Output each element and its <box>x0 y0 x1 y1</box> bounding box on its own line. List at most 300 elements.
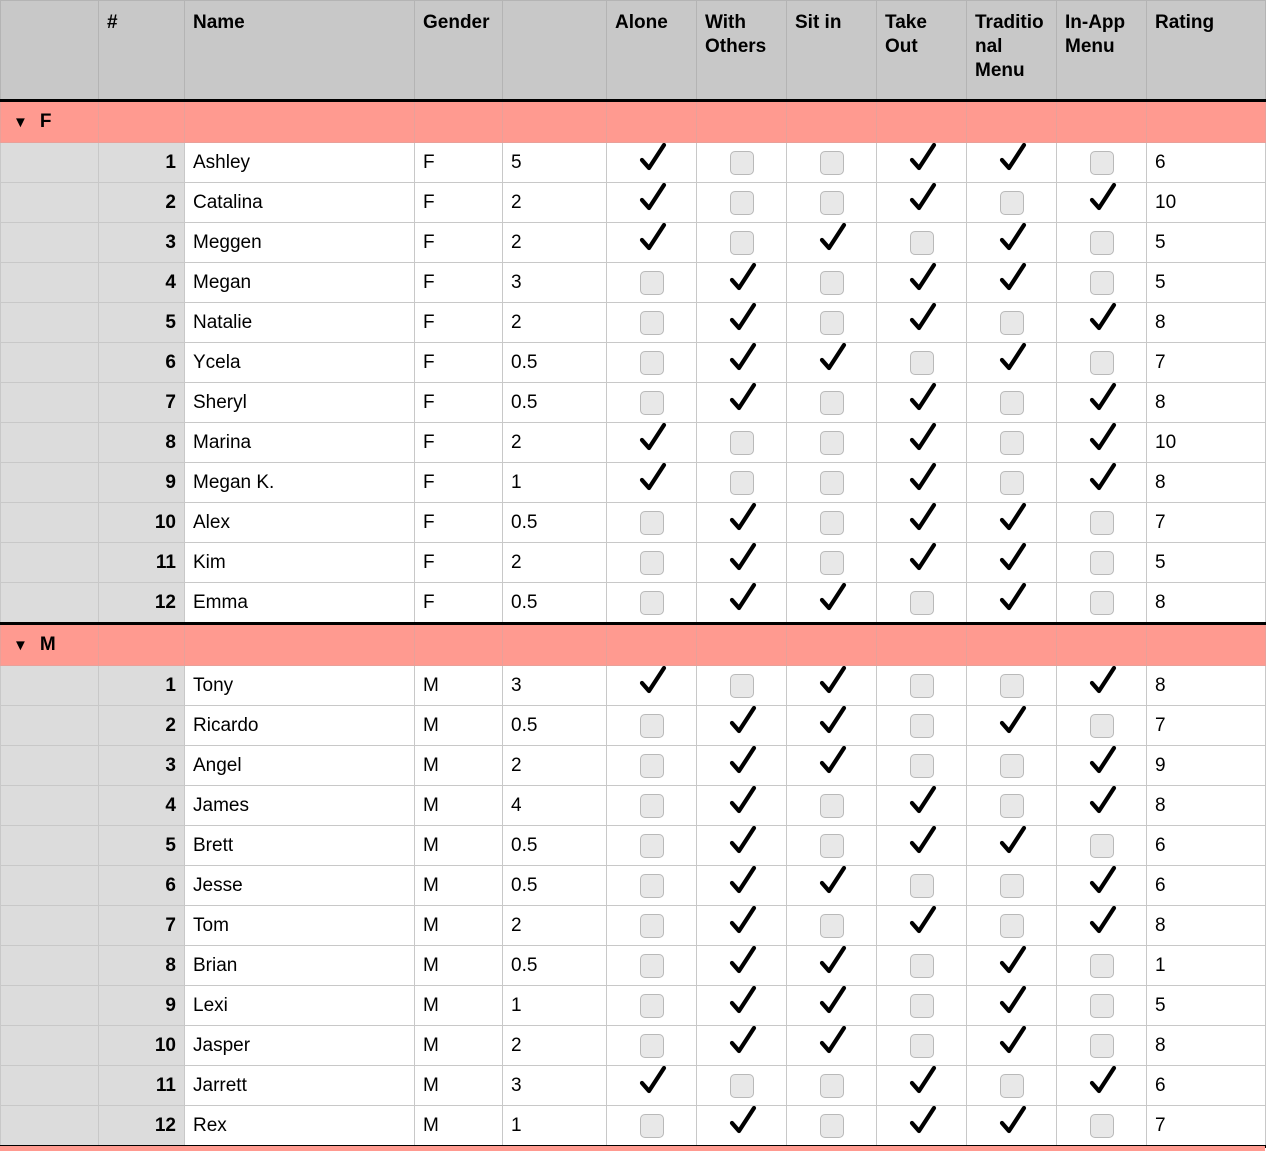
checkmark-icon[interactable] <box>730 351 754 375</box>
group-empty-cell[interactable] <box>787 624 877 666</box>
checkmark-icon[interactable] <box>1090 874 1114 898</box>
group-empty-cell[interactable] <box>1057 624 1147 666</box>
empty-checkbox-icon[interactable] <box>910 1034 934 1058</box>
checkmark-icon[interactable] <box>910 391 934 415</box>
rating-cell[interactable]: 6 <box>1147 826 1266 866</box>
empty-checkbox-icon[interactable] <box>1090 351 1114 375</box>
x-per-week-cell[interactable]: 1 <box>503 463 607 503</box>
checkmark-icon[interactable] <box>820 231 844 255</box>
group-empty-cell[interactable] <box>877 101 967 143</box>
row-number-cell[interactable]: 10 <box>99 1026 185 1066</box>
name-cell[interactable]: Lexi <box>185 986 415 1026</box>
empty-checkbox-icon[interactable] <box>910 674 934 698</box>
name-cell[interactable]: James <box>185 786 415 826</box>
row-header-cell[interactable] <box>1 583 99 624</box>
checkmark-icon[interactable] <box>640 471 664 495</box>
checkmark-icon[interactable] <box>730 914 754 938</box>
empty-checkbox-icon[interactable] <box>640 794 664 818</box>
empty-checkbox-icon[interactable] <box>820 1074 844 1098</box>
row-number-cell[interactable]: 6 <box>99 866 185 906</box>
empty-checkbox-icon[interactable] <box>820 551 844 575</box>
empty-checkbox-icon[interactable] <box>1090 151 1114 175</box>
empty-checkbox-icon[interactable] <box>820 1114 844 1138</box>
row-number-cell[interactable]: 2 <box>99 183 185 223</box>
empty-checkbox-icon[interactable] <box>640 511 664 535</box>
empty-checkbox-icon[interactable] <box>640 754 664 778</box>
checkmark-icon[interactable] <box>730 1114 754 1138</box>
checkmark-icon[interactable] <box>1090 1074 1114 1098</box>
group-empty-cell[interactable] <box>697 101 787 143</box>
empty-checkbox-icon[interactable] <box>1000 874 1024 898</box>
rating-cell[interactable]: 8 <box>1147 786 1266 826</box>
checkmark-icon[interactable] <box>1000 231 1024 255</box>
empty-checkbox-icon[interactable] <box>1000 794 1024 818</box>
empty-checkbox-icon[interactable] <box>820 834 844 858</box>
group-header-cell[interactable] <box>1 624 99 666</box>
empty-checkbox-icon[interactable] <box>1090 954 1114 978</box>
x-per-week-cell[interactable]: 0.5 <box>503 826 607 866</box>
checkmark-icon[interactable] <box>1000 271 1024 295</box>
row-number-cell[interactable]: 12 <box>99 1106 185 1147</box>
gender-cell[interactable]: M <box>415 906 503 946</box>
checkmark-icon[interactable] <box>1090 431 1114 455</box>
rating-cell[interactable]: 6 <box>1147 866 1266 906</box>
name-cell[interactable]: Ashley <box>185 143 415 183</box>
checkmark-icon[interactable] <box>1090 391 1114 415</box>
name-cell[interactable]: Marina <box>185 423 415 463</box>
checkmark-icon[interactable] <box>730 954 754 978</box>
x-per-week-cell[interactable]: 5 <box>503 143 607 183</box>
row-header-cell[interactable] <box>1 786 99 826</box>
row-header-cell[interactable] <box>1 986 99 1026</box>
x-per-week-cell[interactable]: 4 <box>503 786 607 826</box>
empty-checkbox-icon[interactable] <box>640 714 664 738</box>
empty-checkbox-icon[interactable] <box>1000 191 1024 215</box>
gender-cell[interactable]: F <box>415 503 503 543</box>
checkmark-icon[interactable] <box>1090 674 1114 698</box>
row-header-cell[interactable] <box>1 946 99 986</box>
group-empty-cell[interactable] <box>967 101 1057 143</box>
x-per-week-cell[interactable]: 0.5 <box>503 343 607 383</box>
column-header-sit-in[interactable]: Sit in <box>787 1 877 101</box>
checkmark-icon[interactable] <box>1090 471 1114 495</box>
row-header-cell[interactable] <box>1 223 99 263</box>
group-empty-cell[interactable] <box>99 624 185 666</box>
group-empty-cell[interactable] <box>503 101 607 143</box>
column-header-with-others[interactable]: With Others <box>697 1 787 101</box>
x-per-week-cell[interactable]: 3 <box>503 1066 607 1106</box>
checkmark-icon[interactable] <box>1000 954 1024 978</box>
checkmark-icon[interactable] <box>730 271 754 295</box>
row-header-cell[interactable] <box>1 343 99 383</box>
row-number-cell[interactable]: 3 <box>99 223 185 263</box>
group-header-cell[interactable] <box>1 101 99 143</box>
rating-cell[interactable]: 5 <box>1147 543 1266 583</box>
rating-cell[interactable]: 8 <box>1147 303 1266 343</box>
rating-cell[interactable]: 7 <box>1147 706 1266 746</box>
rating-cell[interactable]: 1 <box>1147 946 1266 986</box>
group-empty-cell[interactable] <box>185 101 415 143</box>
name-cell[interactable]: Kim <box>185 543 415 583</box>
column-header-traditional-menu[interactable]: Traditio nal Menu <box>967 1 1057 101</box>
row-header-cell[interactable] <box>1 1026 99 1066</box>
checkmark-icon[interactable] <box>910 471 934 495</box>
name-cell[interactable]: Natalie <box>185 303 415 343</box>
checkmark-icon[interactable] <box>730 551 754 575</box>
gender-cell[interactable]: M <box>415 786 503 826</box>
empty-checkbox-icon[interactable] <box>820 471 844 495</box>
checkmark-icon[interactable] <box>820 954 844 978</box>
name-cell[interactable]: Tony <box>185 666 415 706</box>
row-number-cell[interactable]: 7 <box>99 906 185 946</box>
rating-cell[interactable]: 7 <box>1147 343 1266 383</box>
empty-checkbox-icon[interactable] <box>910 954 934 978</box>
empty-checkbox-icon[interactable] <box>1090 271 1114 295</box>
rating-cell[interactable]: 5 <box>1147 263 1266 303</box>
empty-checkbox-icon[interactable] <box>820 311 844 335</box>
gender-cell[interactable]: F <box>415 263 503 303</box>
x-per-week-cell[interactable]: 2 <box>503 906 607 946</box>
gender-cell[interactable]: M <box>415 826 503 866</box>
empty-checkbox-icon[interactable] <box>1000 914 1024 938</box>
checkmark-icon[interactable] <box>1000 714 1024 738</box>
name-cell[interactable]: Megan <box>185 263 415 303</box>
checkmark-icon[interactable] <box>1000 551 1024 575</box>
checkmark-icon[interactable] <box>730 591 754 615</box>
gender-cell[interactable]: M <box>415 666 503 706</box>
column-header-take-out[interactable]: Take Out <box>877 1 967 101</box>
name-cell[interactable]: Jarrett <box>185 1066 415 1106</box>
empty-checkbox-icon[interactable] <box>1090 714 1114 738</box>
row-header-cell[interactable] <box>1 183 99 223</box>
group-empty-cell[interactable] <box>185 624 415 666</box>
checkmark-icon[interactable] <box>640 151 664 175</box>
gender-cell[interactable]: F <box>415 143 503 183</box>
rating-cell[interactable]: 8 <box>1147 906 1266 946</box>
empty-checkbox-icon[interactable] <box>820 431 844 455</box>
group-row-m[interactable] <box>1 624 1266 666</box>
empty-checkbox-icon[interactable] <box>730 471 754 495</box>
checkmark-icon[interactable] <box>730 754 754 778</box>
gender-cell[interactable]: F <box>415 343 503 383</box>
row-header-cell[interactable] <box>1 1106 99 1147</box>
empty-checkbox-icon[interactable] <box>730 191 754 215</box>
empty-checkbox-icon[interactable] <box>640 351 664 375</box>
checkmark-icon[interactable] <box>640 231 664 255</box>
group-empty-cell[interactable] <box>877 624 967 666</box>
group-empty-cell[interactable] <box>607 101 697 143</box>
row-number-cell[interactable]: 12 <box>99 583 185 624</box>
empty-checkbox-icon[interactable] <box>1000 431 1024 455</box>
column-header-rating[interactable]: Rating <box>1147 1 1266 101</box>
row-number-cell[interactable]: 10 <box>99 503 185 543</box>
checkmark-icon[interactable] <box>1000 511 1024 535</box>
name-cell[interactable]: Rex <box>185 1106 415 1147</box>
x-per-week-cell[interactable]: 2 <box>503 303 607 343</box>
name-cell[interactable]: Sheryl <box>185 383 415 423</box>
gender-cell[interactable]: F <box>415 223 503 263</box>
checkmark-icon[interactable] <box>910 151 934 175</box>
rating-cell[interactable]: 8 <box>1147 1026 1266 1066</box>
row-number-cell[interactable]: 4 <box>99 263 185 303</box>
empty-checkbox-icon[interactable] <box>910 714 934 738</box>
empty-checkbox-icon[interactable] <box>730 231 754 255</box>
row-header-cell[interactable] <box>1 303 99 343</box>
row-number-cell[interactable]: 5 <box>99 303 185 343</box>
row-header-cell[interactable] <box>1 706 99 746</box>
row-number-cell[interactable]: 1 <box>99 143 185 183</box>
row-number-cell[interactable]: 5 <box>99 826 185 866</box>
x-per-week-cell[interactable]: 2 <box>503 223 607 263</box>
checkmark-icon[interactable] <box>820 994 844 1018</box>
empty-checkbox-icon[interactable] <box>640 591 664 615</box>
rating-cell[interactable]: 5 <box>1147 986 1266 1026</box>
empty-checkbox-icon[interactable] <box>640 874 664 898</box>
checkmark-icon[interactable] <box>730 874 754 898</box>
x-per-week-cell[interactable]: 2 <box>503 183 607 223</box>
rating-cell[interactable]: 8 <box>1147 583 1266 624</box>
column-header-alone[interactable]: Alone <box>607 1 697 101</box>
checkmark-icon[interactable] <box>820 1034 844 1058</box>
empty-checkbox-icon[interactable] <box>1000 471 1024 495</box>
checkmark-icon[interactable] <box>820 714 844 738</box>
rating-cell[interactable]: 10 <box>1147 183 1266 223</box>
empty-checkbox-icon[interactable] <box>1090 1114 1114 1138</box>
checkmark-icon[interactable] <box>910 551 934 575</box>
checkmark-icon[interactable] <box>640 191 664 215</box>
empty-checkbox-icon[interactable] <box>640 391 664 415</box>
rating-cell[interactable]: 6 <box>1147 1066 1266 1106</box>
gender-cell[interactable]: F <box>415 543 503 583</box>
row-number-cell[interactable]: 11 <box>99 543 185 583</box>
row-header-cell[interactable] <box>1 543 99 583</box>
row-header-cell[interactable] <box>1 826 99 866</box>
checkmark-icon[interactable] <box>910 191 934 215</box>
checkmark-icon[interactable] <box>1000 151 1024 175</box>
x-per-week-cell[interactable]: 1 <box>503 986 607 1026</box>
disclosure-triangle-down-icon[interactable]: ▼ <box>13 114 28 131</box>
empty-checkbox-icon[interactable] <box>1090 1034 1114 1058</box>
row-header-cell[interactable] <box>1 746 99 786</box>
empty-checkbox-icon[interactable] <box>640 311 664 335</box>
empty-checkbox-icon[interactable] <box>910 874 934 898</box>
x-per-week-cell[interactable]: 0.5 <box>503 946 607 986</box>
gender-cell[interactable]: F <box>415 183 503 223</box>
x-per-week-cell[interactable]: 2 <box>503 746 607 786</box>
x-per-week-cell[interactable]: 0.5 <box>503 503 607 543</box>
empty-checkbox-icon[interactable] <box>730 674 754 698</box>
empty-checkbox-icon[interactable] <box>1000 1074 1024 1098</box>
empty-checkbox-icon[interactable] <box>1090 994 1114 1018</box>
empty-checkbox-icon[interactable] <box>910 591 934 615</box>
empty-checkbox-icon[interactable] <box>820 271 844 295</box>
checkmark-icon[interactable] <box>1090 914 1114 938</box>
group-empty-cell[interactable] <box>503 624 607 666</box>
row-number-cell[interactable]: 2 <box>99 706 185 746</box>
checkmark-icon[interactable] <box>730 511 754 535</box>
gender-cell[interactable]: M <box>415 986 503 1026</box>
group-empty-cell[interactable] <box>1147 624 1266 666</box>
checkmark-icon[interactable] <box>1000 1034 1024 1058</box>
row-header-cell[interactable] <box>1 423 99 463</box>
checkmark-icon[interactable] <box>640 431 664 455</box>
checkmark-icon[interactable] <box>1000 994 1024 1018</box>
checkmark-icon[interactable] <box>1000 1114 1024 1138</box>
empty-checkbox-icon[interactable] <box>730 151 754 175</box>
checkmark-icon[interactable] <box>820 874 844 898</box>
rating-cell[interactable]: 5 <box>1147 223 1266 263</box>
checkmark-icon[interactable] <box>910 794 934 818</box>
row-header-cell[interactable] <box>1 263 99 303</box>
x-per-week-cell[interactable]: 0.5 <box>503 383 607 423</box>
checkmark-icon[interactable] <box>730 834 754 858</box>
empty-checkbox-icon[interactable] <box>640 551 664 575</box>
empty-checkbox-icon[interactable] <box>1090 231 1114 255</box>
checkmark-icon[interactable] <box>1090 754 1114 778</box>
rating-cell[interactable]: 6 <box>1147 143 1266 183</box>
empty-checkbox-icon[interactable] <box>1000 674 1024 698</box>
checkmark-icon[interactable] <box>910 834 934 858</box>
column-header-gender[interactable]: Gender <box>415 1 503 101</box>
row-header-cell[interactable] <box>1 463 99 503</box>
group-empty-cell[interactable] <box>415 624 503 666</box>
gender-cell[interactable]: M <box>415 866 503 906</box>
row-number-cell[interactable]: 3 <box>99 746 185 786</box>
checkmark-icon[interactable] <box>730 994 754 1018</box>
checkmark-icon[interactable] <box>910 271 934 295</box>
gender-cell[interactable]: M <box>415 706 503 746</box>
checkmark-icon[interactable] <box>1000 834 1024 858</box>
group-empty-cell[interactable] <box>1147 101 1266 143</box>
name-cell[interactable]: Ycela <box>185 343 415 383</box>
group-empty-cell[interactable] <box>415 101 503 143</box>
gender-cell[interactable]: F <box>415 303 503 343</box>
empty-checkbox-icon[interactable] <box>640 1034 664 1058</box>
row-header-cell[interactable] <box>1 143 99 183</box>
empty-checkbox-icon[interactable] <box>910 231 934 255</box>
group-empty-cell[interactable] <box>99 101 185 143</box>
empty-checkbox-icon[interactable] <box>640 994 664 1018</box>
checkmark-icon[interactable] <box>910 1074 934 1098</box>
gender-cell[interactable]: M <box>415 1066 503 1106</box>
rating-cell[interactable]: 10 <box>1147 423 1266 463</box>
gender-cell[interactable]: M <box>415 1026 503 1066</box>
empty-checkbox-icon[interactable] <box>1000 754 1024 778</box>
name-cell[interactable]: Ricardo <box>185 706 415 746</box>
empty-checkbox-icon[interactable] <box>1090 511 1114 535</box>
empty-checkbox-icon[interactable] <box>910 994 934 1018</box>
row-number-cell[interactable]: 9 <box>99 986 185 1026</box>
checkmark-icon[interactable] <box>910 431 934 455</box>
checkmark-icon[interactable] <box>910 311 934 335</box>
empty-checkbox-icon[interactable] <box>820 391 844 415</box>
checkmark-icon[interactable] <box>730 311 754 335</box>
checkmark-icon[interactable] <box>1090 311 1114 335</box>
row-header-cell[interactable] <box>1 866 99 906</box>
checkmark-icon[interactable] <box>820 674 844 698</box>
checkmark-icon[interactable] <box>910 511 934 535</box>
checkmark-icon[interactable] <box>820 591 844 615</box>
row-number-cell[interactable]: 8 <box>99 423 185 463</box>
empty-checkbox-icon[interactable] <box>820 151 844 175</box>
group-empty-cell[interactable] <box>967 624 1057 666</box>
row-number-cell[interactable]: 1 <box>99 666 185 706</box>
gender-cell[interactable]: F <box>415 583 503 624</box>
checkmark-icon[interactable] <box>820 754 844 778</box>
empty-checkbox-icon[interactable] <box>820 511 844 535</box>
rating-cell[interactable]: 8 <box>1147 463 1266 503</box>
column-header-in-app-menu[interactable]: In-App Menu <box>1057 1 1147 101</box>
x-per-week-cell[interactable]: 3 <box>503 666 607 706</box>
row-header-cell[interactable] <box>1 1066 99 1106</box>
checkmark-icon[interactable] <box>1090 191 1114 215</box>
row-header-cell[interactable] <box>1 383 99 423</box>
name-cell[interactable]: Catalina <box>185 183 415 223</box>
name-cell[interactable]: Jesse <box>185 866 415 906</box>
name-cell[interactable]: Brian <box>185 946 415 986</box>
x-per-week-cell[interactable]: 0.5 <box>503 706 607 746</box>
checkmark-icon[interactable] <box>730 391 754 415</box>
group-row-f[interactable] <box>1 101 1266 143</box>
empty-checkbox-icon[interactable] <box>1090 551 1114 575</box>
checkmark-icon[interactable] <box>1000 351 1024 375</box>
gender-cell[interactable]: M <box>415 946 503 986</box>
checkmark-icon[interactable] <box>1000 591 1024 615</box>
rating-cell[interactable]: 8 <box>1147 666 1266 706</box>
gender-cell[interactable]: F <box>415 383 503 423</box>
empty-checkbox-icon[interactable] <box>640 914 664 938</box>
checkmark-icon[interactable] <box>640 674 664 698</box>
empty-checkbox-icon[interactable] <box>730 1074 754 1098</box>
row-header-cell[interactable] <box>1 666 99 706</box>
x-per-week-cell[interactable]: 0.5 <box>503 583 607 624</box>
empty-checkbox-icon[interactable] <box>820 794 844 818</box>
name-cell[interactable]: Meggen <box>185 223 415 263</box>
rating-cell[interactable]: 8 <box>1147 383 1266 423</box>
group-empty-cell[interactable] <box>787 101 877 143</box>
checkmark-icon[interactable] <box>910 914 934 938</box>
checkmark-icon[interactable] <box>640 1074 664 1098</box>
x-per-week-cell[interactable]: 3 <box>503 263 607 303</box>
name-cell[interactable]: Tom <box>185 906 415 946</box>
rating-cell[interactable]: 7 <box>1147 503 1266 543</box>
name-cell[interactable]: Brett <box>185 826 415 866</box>
empty-checkbox-icon[interactable] <box>1000 391 1024 415</box>
name-cell[interactable]: Megan K. <box>185 463 415 503</box>
empty-checkbox-icon[interactable] <box>640 834 664 858</box>
row-number-cell[interactable]: 8 <box>99 946 185 986</box>
empty-checkbox-icon[interactable] <box>820 914 844 938</box>
x-per-week-cell[interactable]: 2 <box>503 1026 607 1066</box>
column-header-name[interactable]: Name <box>185 1 415 101</box>
row-number-cell[interactable]: 6 <box>99 343 185 383</box>
group-empty-cell[interactable] <box>1057 101 1147 143</box>
checkmark-icon[interactable] <box>730 714 754 738</box>
empty-checkbox-icon[interactable] <box>1090 834 1114 858</box>
empty-checkbox-icon[interactable] <box>640 1114 664 1138</box>
corner-cell[interactable] <box>1 1 99 101</box>
empty-checkbox-icon[interactable] <box>910 754 934 778</box>
column-header-x-per-week[interactable] <box>503 1 607 101</box>
empty-checkbox-icon[interactable] <box>640 954 664 978</box>
group-empty-cell[interactable] <box>607 624 697 666</box>
row-number-cell[interactable]: 11 <box>99 1066 185 1106</box>
row-number-cell[interactable]: 9 <box>99 463 185 503</box>
gender-cell[interactable]: M <box>415 746 503 786</box>
rating-cell[interactable]: 9 <box>1147 746 1266 786</box>
empty-checkbox-icon[interactable] <box>730 431 754 455</box>
checkmark-icon[interactable] <box>910 1114 934 1138</box>
